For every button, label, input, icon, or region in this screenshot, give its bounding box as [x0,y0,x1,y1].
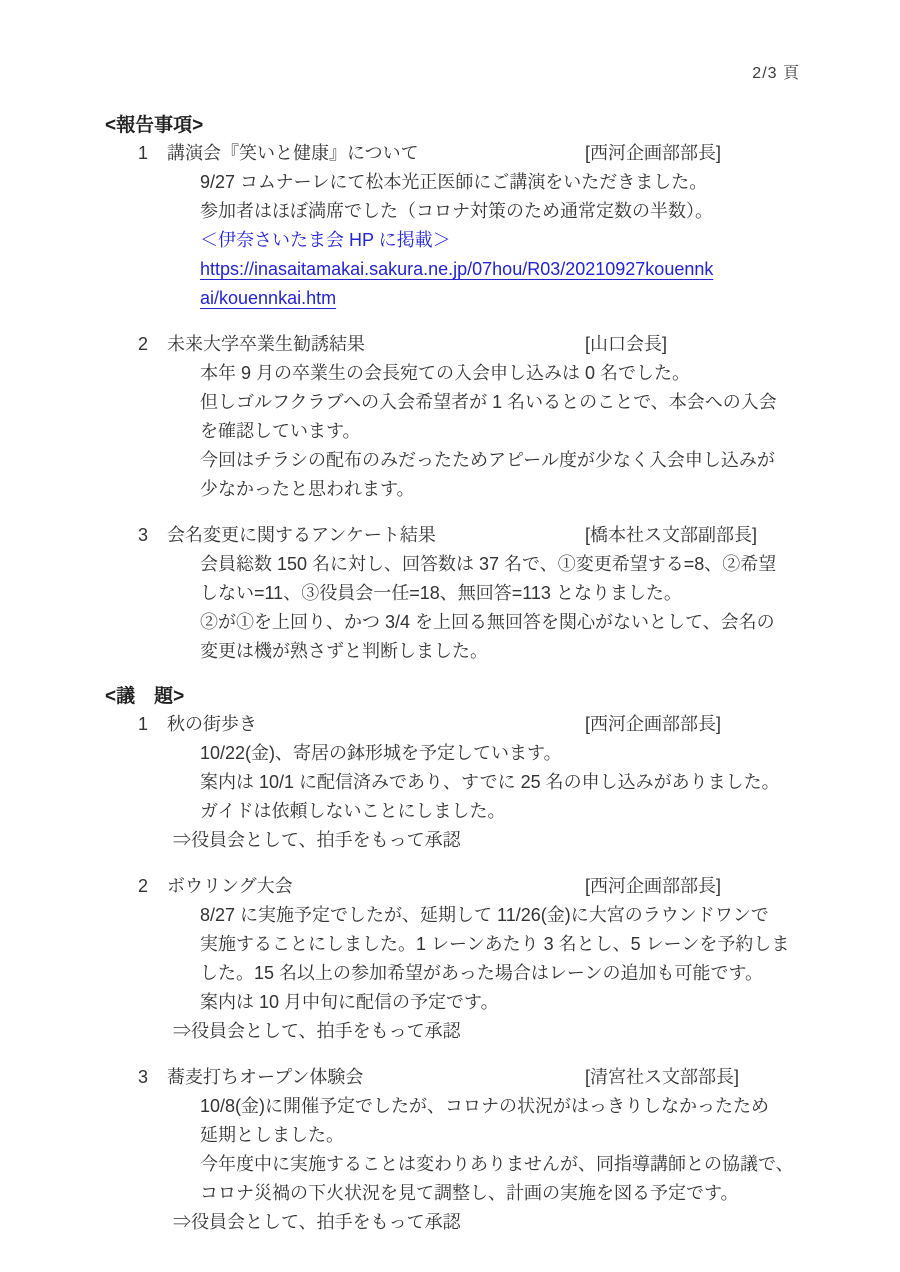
speaker-label: [橋本社ス文部副部長] [585,525,758,545]
speaker-label: [西河企画部部長] [585,876,722,896]
speaker-label: [西河企画部部長] [585,714,722,734]
body-line: 8/27 に実施予定でしたが、延期して 11/26(金)に大宮のラウンドワンで [200,905,769,925]
body-line: 案内は 10/1 に配信済みであり、すでに 25 名の申し込みがありました。 [200,772,780,792]
body-line: 9/27 コムナーレにて松本光正医師にご講演をいただきました。 [200,172,708,192]
approval-line: ⇒役員会として、拍手をもって承認 [173,830,461,850]
body-line: 本年 9 月の卒業生の会長宛ての入会申し込みは 0 名でした。 [200,363,691,383]
report-item-1 [105,139,805,313]
body-line: コロナ災禍の下火状況を見て調整し、計画の実施を図る予定です。 [200,1183,739,1203]
agenda-item-1 [105,710,805,855]
page-number: 2/3 頁 [752,65,800,82]
body-line: 案内は 10 月中旬に配信の予定です。 [200,992,499,1012]
item-title: 講演会『笑いと健康』について [167,143,419,163]
agenda-section [105,683,805,1237]
body-line: 今回はチラシの配布のみだったためアピール度が少なく入会申し込みが [200,450,775,470]
item-header [105,1063,805,1092]
item-header [105,872,805,901]
item-header [105,521,805,550]
document-content [105,112,805,1254]
agenda-item-3 [105,1063,805,1237]
item-number: 2 [138,876,149,896]
approval-line: ⇒役員会として、拍手をもって承認 [173,1021,461,1041]
body-line: 10/8(金)に開催予定でしたが、コロナの状況がはっきりしなかったため [200,1096,770,1116]
reports-section [105,112,805,666]
approval-line: ⇒役員会として、拍手をもって承認 [173,1212,461,1232]
item-title: 未来大学卒業生勧誘結果 [167,334,365,354]
hp-link-line-2[interactable]: ai/kouennkai.htm [200,288,337,308]
body-line: 10/22(金)、寄居の鉢形城を予定しています。 [200,743,562,763]
item-header [105,139,805,168]
body-line: ②が①を上回り、かつ 3/4 を上回る無回答を関心がないとして、会名の [200,612,775,632]
section-heading-agenda: <議 題> [105,686,185,707]
item-title: 秋の街歩き [167,714,257,734]
body-line: ガイドは依頼しないことにしました。 [200,801,506,821]
hp-link-line-1[interactable]: https://inasaitamakai.sakura.ne.jp/07hou/R03/20210927kouennk [200,259,714,279]
item-number: 1 [138,714,149,734]
body-line: 延期としました。 [200,1125,344,1145]
body-line: を確認しています。 [200,421,361,441]
item-title: ボウリング大会 [167,876,293,896]
speaker-label: [清宮社ス文部部長] [585,1067,740,1087]
item-header [105,330,805,359]
body-line: 実施することにしました。1 レーンあたり 3 名とし、5 レーンを予約しま [200,934,790,954]
section-heading-reports: <報告事項> [105,115,204,136]
item-number: 2 [138,334,149,354]
body-line: 参加者はほぼ満席でした（コロナ対策のため通常定数の半数）。 [200,201,713,221]
item-number: 1 [138,143,149,163]
item-number: 3 [138,525,149,545]
item-number: 3 [138,1067,149,1087]
item-header [105,710,805,739]
agenda-item-2 [105,872,805,1046]
body-line: した。15 名以上の参加希望があった場合はレーンの追加も可能です。 [200,963,764,983]
hp-link-heading: ＜伊奈さいたま会 HP に掲載＞ [200,230,451,250]
body-line: 今年度中に実施することは変わりありませんが、同指導講師との協議で、 [200,1154,794,1174]
speaker-label: [山口会長] [585,334,668,354]
report-item-2 [105,330,805,504]
report-item-3 [105,521,805,666]
item-title: 蕎麦打ちオープン体験会 [167,1067,364,1087]
body-line: 変更は機が熟さずと判断しました。 [200,641,488,661]
body-line: 少なかったと思われます。 [200,479,415,499]
item-title: 会名変更に関するアンケート結果 [167,525,436,545]
speaker-label: [西河企画部部長] [585,143,722,163]
body-line: しない=11、③役員会一任=18、無回答=113 となりました。 [200,583,682,603]
body-line: 但しゴルフクラブへの入会希望者が 1 名いるとのことで、本会への入会 [200,392,777,412]
body-line: 会員総数 150 名に対し、回答数は 37 名で、①変更希望する=8、②希望 [200,554,777,574]
